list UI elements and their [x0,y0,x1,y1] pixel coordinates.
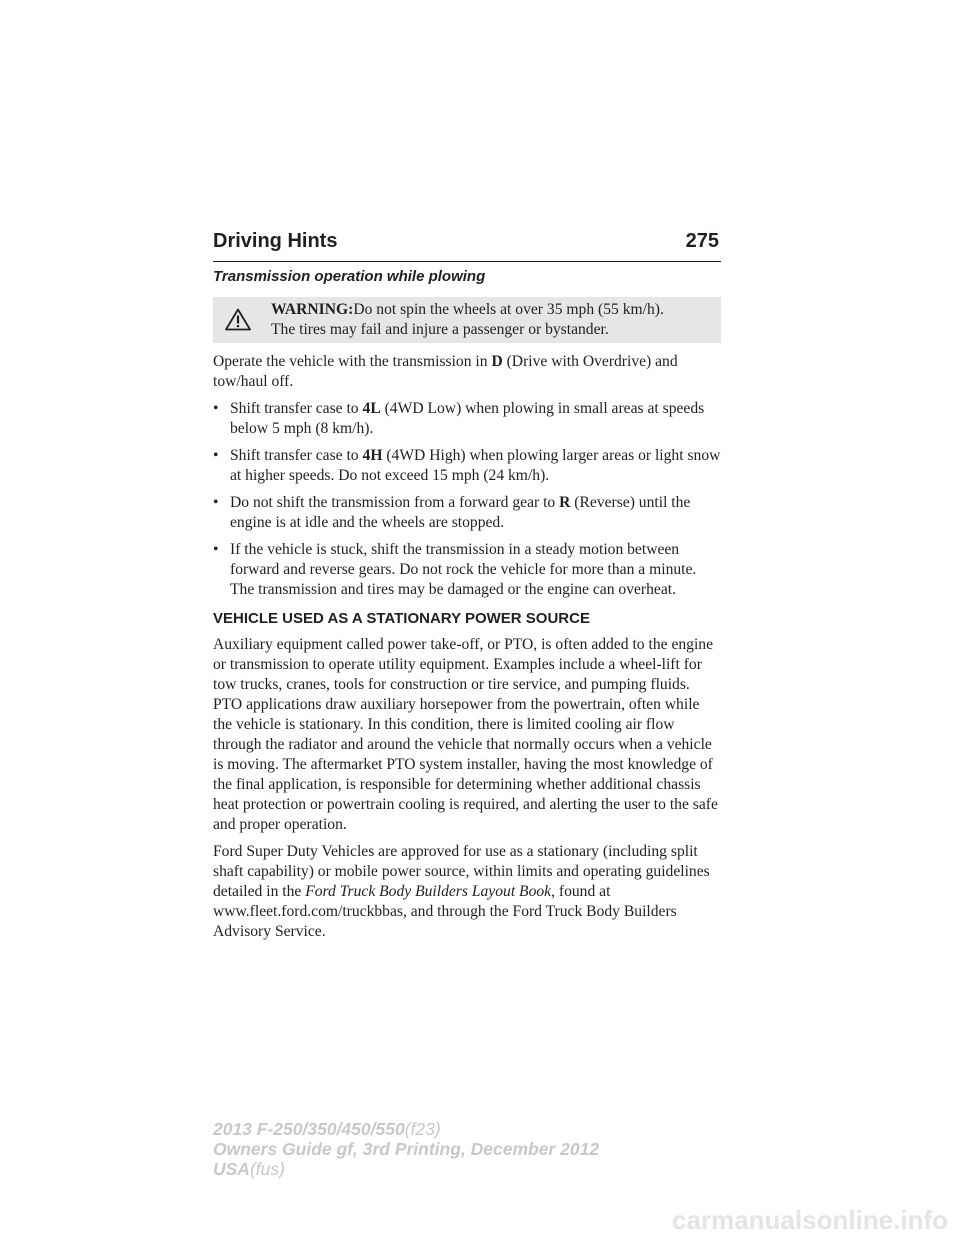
list-item [213,540,721,600]
market: USA [213,1159,250,1179]
subheading: Transmission operation while plowing [213,268,486,285]
bullet-icon: • [213,541,219,558]
watermark: carmanualsonline.info [672,1205,948,1235]
bullet-text-rest: (4WD High) when plowing larger areas or light snow at higher speeds. Do not exceed 15 mph (24 km/h). [230,447,721,484]
intro-text-rest: (Drive with Overdrive) and tow/haul off. [213,353,678,390]
list-item [213,399,721,439]
bullet-list [213,399,721,600]
list-item [213,446,721,486]
intro-paragraph [213,352,721,392]
warning-box [213,297,721,343]
warning-text [271,300,716,340]
super-duty-text: Ford Super Duty Vehicles are approved for use as a stationary (including split shaft capability) or mobile power source, within limits and operating guidelines detailed in the [213,843,710,900]
bullet-icon: • [213,447,219,464]
intro-text: Operate the vehicle with the transmission in [213,353,492,370]
page-content [213,267,721,949]
bullet-bold: 4L [362,400,381,417]
footer-line-2 [213,1139,599,1159]
bullet-icon: • [213,494,219,511]
section-title: Driving Hints [213,230,338,252]
bullet-text: Shift transfer case to [230,400,363,417]
warning-line-2: The tires may fail and injure a passenger or bystander. [271,321,609,338]
book-title: Ford Truck Body Builders Layout Book, [305,883,555,900]
printing-info: Owners Guide gf, 3rd Printing, December 2012 [213,1139,600,1159]
page-number: 275 [685,230,719,252]
bullet-text: Shift transfer case to [230,447,363,464]
page-header [213,229,721,262]
section-heading: VEHICLE USED AS A STATIONARY POWER SOURCE [213,610,590,627]
bullet-icon: • [213,400,219,417]
super-duty-paragraph [213,842,721,942]
bullet-text: If the vehicle is stuck, shift the transmission in a steady motion between forward and reverse gears. Do not rock the vehicle for more than a minute. The transmission and tires may be damaged or the engine can overheat. [230,541,697,598]
super-duty-text-rest: found at www.fleet.ford.com/truckbbas, and through the Ford Truck Body Builders Advisory Service. [213,883,677,940]
warning-label: WARNING: [271,301,354,318]
warning-line-1: Do not spin the wheels at over 35 mph (55 km/h). [353,301,664,318]
bullet-text: Do not shift the transmission from a forward gear to [230,494,560,511]
page-footer [213,1119,599,1179]
bullet-text-rest: (Reverse) until the engine is at idle and the wheels are stopped. [230,494,691,531]
bullet-bold: R [559,494,571,511]
list-item [213,493,721,533]
warning-triangle-icon [225,308,251,331]
market-code: (fus) [249,1159,285,1179]
model-code: (f23) [404,1119,441,1139]
pto-paragraph: Auxiliary equipment called power take-off, or PTO, is often added to the engine or transmission to operate utility equipment. Examples include a wheel-lift for tow trucks, cranes, tools for construction or tire service, and pumping fluids. PTO applications draw auxiliary horsepower from the powertrain, often while the vehicle is stationary. In this condition, there is limited cooling air flow through the radiator and around the vehicle that normally occurs when a vehicle is moving. The aftermarket PTO system installer, having the most knowledge of the final application, is responsible for determining whether additional chassis heat protection or powertrain cooling is required, and alerting the user to the safe and proper operation. [213,636,718,833]
bullet-bold: 4H [362,447,383,464]
footer-line-3 [213,1159,599,1179]
gear-d-label: D [491,353,503,370]
footer-line-1 [213,1119,599,1139]
bullet-text-rest: (4WD Low) when plowing in small areas at speeds below 5 mph (8 km/h). [230,400,705,437]
model-range: 2013 F-250/350/450/550 [213,1119,405,1139]
